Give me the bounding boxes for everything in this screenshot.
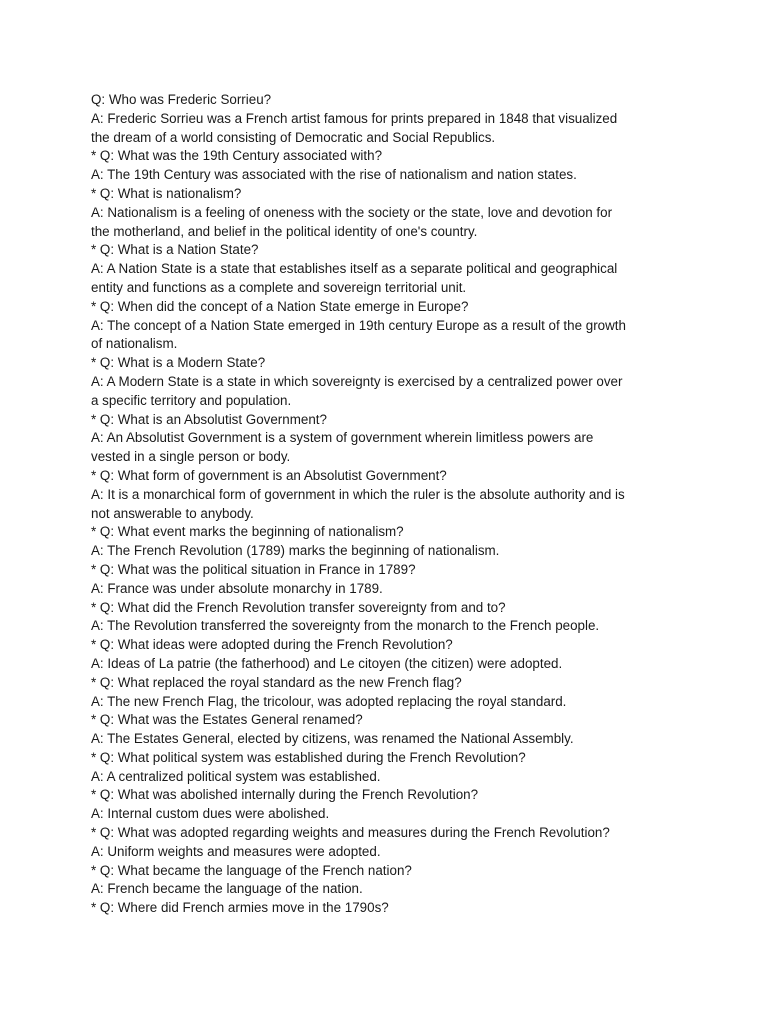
- text-line: * Q: What is nationalism?: [91, 185, 242, 201]
- text-line: A: An Absolutist Government is a system of government wherein limitless powers are: [91, 430, 594, 446]
- text-line: A: Ideas of La patrie (the fatherhood) and Le citoyen (the citizen) were adopted.: [91, 655, 563, 671]
- text-line: * Q: When did the concept of a Nation State emerge in Europe?: [91, 298, 469, 314]
- text-line: * Q: What was the political situation in France in 1789?: [91, 561, 416, 577]
- text-line: * Q: What was adopted regarding weights and measures during the French Revolution?: [91, 825, 610, 841]
- text-line: A: Uniform weights and measures were adopted.: [91, 843, 381, 859]
- text-line: * Q: What was the Estates General renamed?: [91, 712, 363, 728]
- text-line: A: The 19th Century was associated with the rise of nationalism and nation states.: [91, 167, 577, 183]
- text-line: * Q: What became the language of the French nation?: [91, 862, 412, 878]
- text-line: not answerable to anybody.: [91, 505, 254, 521]
- text-line: A: France was under absolute monarchy in 1789.: [91, 580, 383, 596]
- text-line: * Q: Where did French armies move in the 1790s?: [91, 900, 389, 916]
- text-line: A: Nationalism is a feeling of oneness with the society or the state, love and devotion for: [91, 204, 613, 220]
- text-line: * Q: What was abolished internally during the French Revolution?: [91, 787, 479, 803]
- text-line: A: A Nation State is a state that establishes itself as a separate political and geographical: [91, 261, 618, 277]
- text-line: the dream of a world consisting of Democratic and Social Republics.: [91, 129, 496, 145]
- text-line: A: Internal custom dues were abolished.: [91, 806, 330, 822]
- text-line: A: A Modern State is a state in which sovereignty is exercised by a centralized power over: [91, 373, 623, 389]
- text-line: A: It is a monarchical form of government in which the ruler is the absolute authority and is: [91, 486, 625, 502]
- text-line: A: Frederic Sorrieu was a French artist famous for prints prepared in 1848 that visualized: [91, 110, 618, 126]
- text-line: * Q: What is a Nation State?: [91, 242, 259, 258]
- text-line: * Q: What political system was established during the French Revolution?: [91, 749, 526, 765]
- text-line: Q: Who was Frederic Sorrieu?: [91, 92, 272, 107]
- text-line: vested in a single person or body.: [91, 449, 291, 465]
- text-line: a specific territory and population.: [91, 392, 292, 408]
- text-line: * Q: What ideas were adopted during the French Revolution?: [91, 637, 453, 653]
- text-line: * Q: What event marks the beginning of nationalism?: [91, 524, 404, 540]
- text-line: * Q: What is an Absolutist Government?: [91, 411, 327, 427]
- text-line: entity and functions as a complete and sovereign territorial unit.: [91, 279, 467, 295]
- text-line: * Q: What did the French Revolution transfer sovereignty from and to?: [91, 599, 506, 615]
- text-line: * Q: What is a Modern State?: [91, 355, 266, 371]
- text-line: * Q: What was the 19th Century associated with?: [91, 148, 383, 164]
- document-page: [91, 91, 651, 918]
- text-line: * Q: What replaced the royal standard as the new French flag?: [91, 674, 462, 690]
- text-line: of nationalism.: [91, 336, 178, 352]
- text-line: A: The Revolution transferred the sovereignty from the monarch to the French people.: [91, 618, 600, 634]
- text-line: A: The new French Flag, the tricolour, was adopted replacing the royal standard.: [91, 693, 567, 709]
- text-line: A: A centralized political system was established.: [91, 768, 381, 784]
- text-line: A: The French Revolution (1789) marks the beginning of nationalism.: [91, 543, 500, 559]
- text-line: A: The concept of a Nation State emerged in 19th century Europe as a result of the growth: [91, 317, 626, 333]
- text-line: A: French became the language of the nation.: [91, 881, 363, 897]
- text-line: the motherland, and belief in the political identity of one's country.: [91, 223, 478, 239]
- text-line: * Q: What form of government is an Absolutist Government?: [91, 467, 447, 483]
- text-line: A: The Estates General, elected by citizens, was renamed the National Assembly.: [91, 731, 574, 747]
